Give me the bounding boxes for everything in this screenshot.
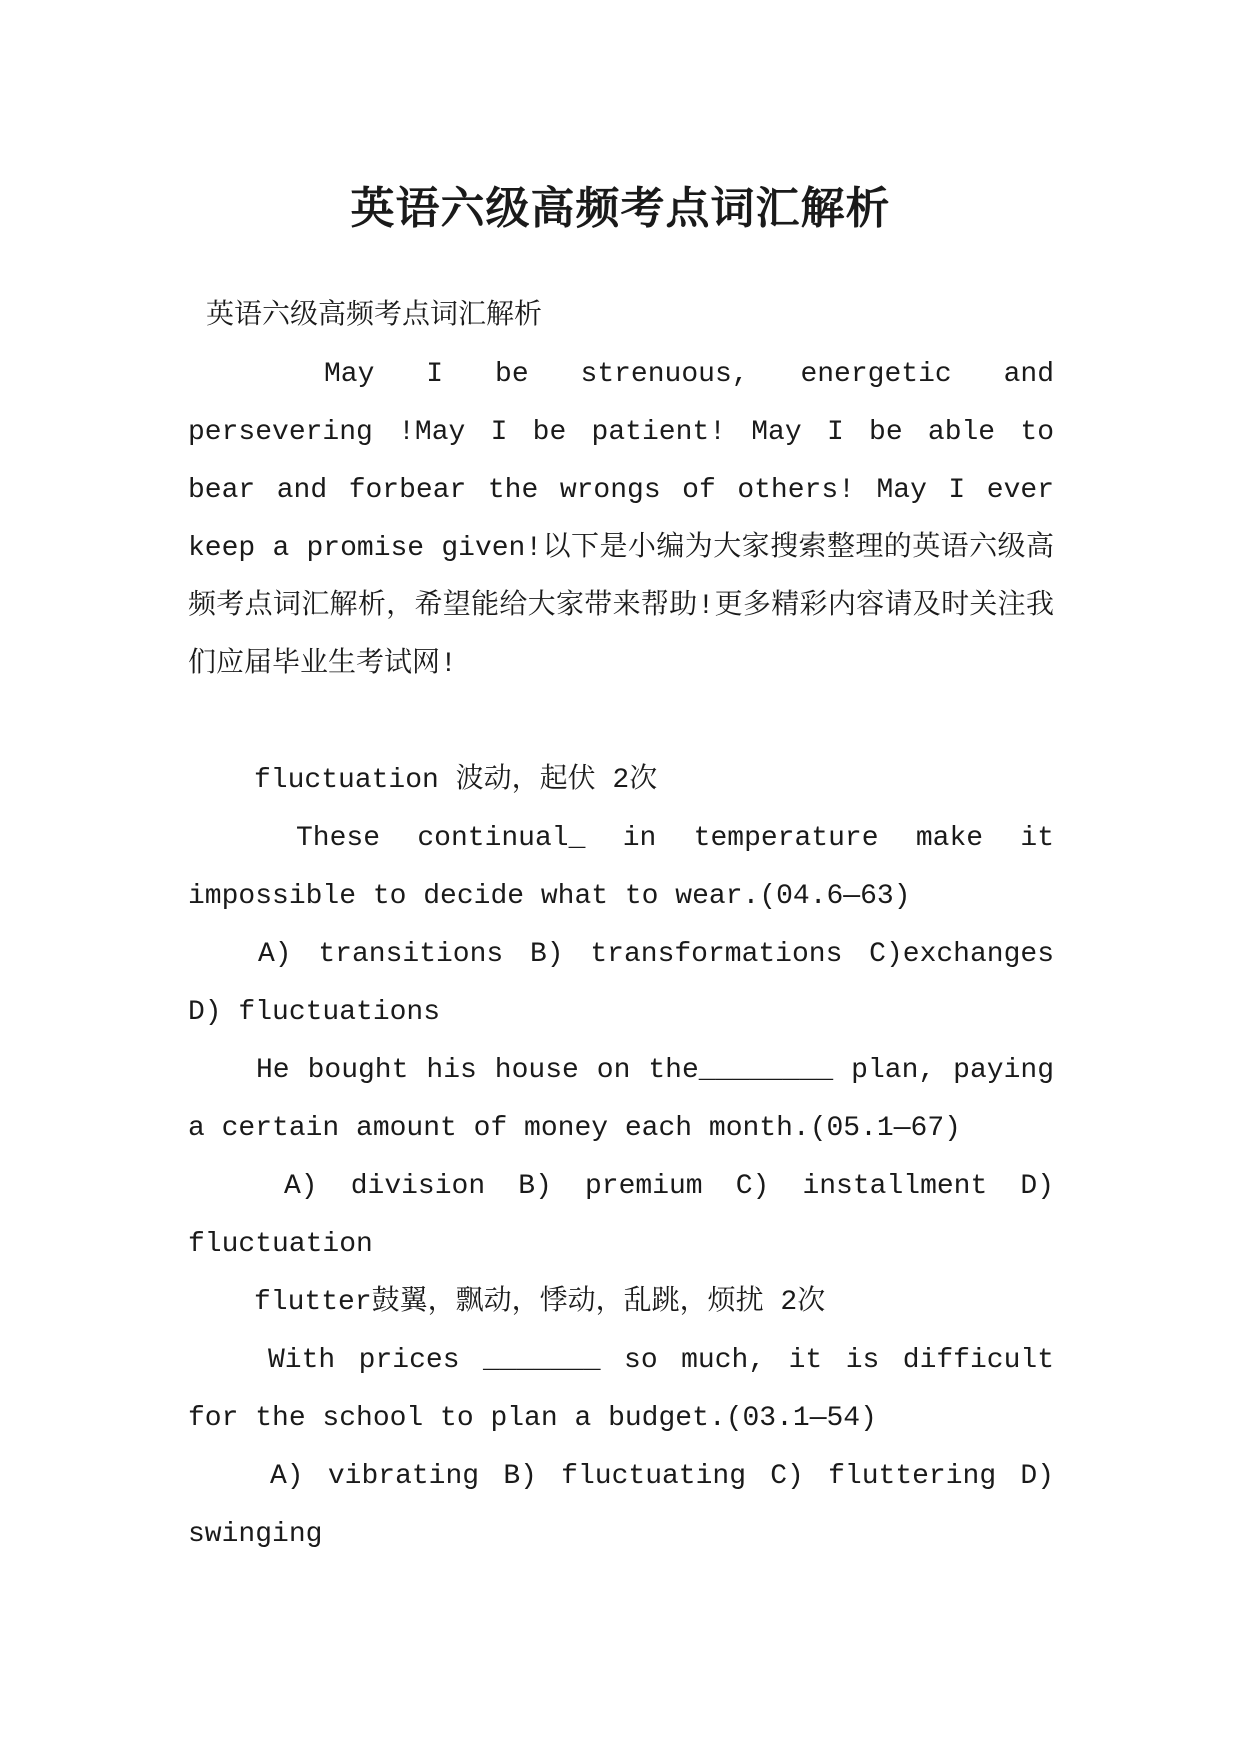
question-options: A) vibrating B) fluctuating C) fluttering D) swinging (188, 1461, 1054, 1550)
entry-heading: fluctuation 波动，起伏 2次 (254, 765, 658, 796)
intro-paragraph: May I be strenuous, energetic and persevering !May I be patient! May I be able to bear and forbear the wrongs of others! May I ever keep a promise given!以下是小编为大家搜索整理的英语六级高频考点词汇解析，希望能给大家带来帮助!更多精彩内容请及时关注我们应届毕业生考试网! (188, 359, 1054, 680)
entry-heading: flutter鼓翼，飘动，悸动，乱跳，烦扰 2次 (254, 1287, 826, 1318)
document-subtitle: 英语六级高频考点词汇解析 (206, 301, 543, 332)
document-title: 英语六级高频考点词汇解析 (350, 183, 891, 235)
document-body (188, 288, 1054, 1564)
question-text: These continual_ in temperature make it impossible to decide what to wear.(04.6—63) (188, 823, 1054, 912)
question-options: A) transitions B) transformations C)exchanges D) fluctuations (188, 939, 1054, 1028)
paragraph-gap (188, 694, 1054, 752)
question-text: He bought his house on the________ plan, paying a certain amount of money each month.(05.1—67) (188, 1055, 1054, 1144)
question-text: With prices _______ so much, it is difficult for the school to plan a budget.(03.1—54) (188, 1345, 1054, 1434)
question-options: A) division B) premium C) installment D) fluctuation (188, 1171, 1054, 1260)
